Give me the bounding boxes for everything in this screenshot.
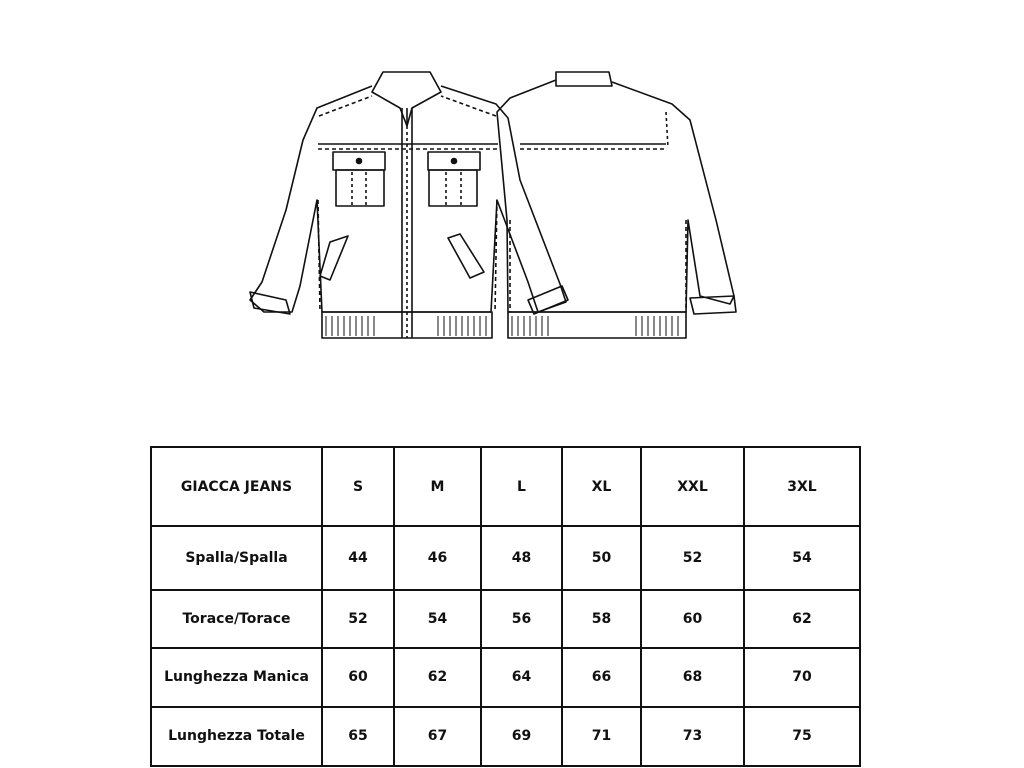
table-cell: 50 <box>562 526 641 589</box>
table-cell: 70 <box>744 648 860 706</box>
jacket-front-view <box>250 72 568 338</box>
table-cell: 52 <box>641 526 744 589</box>
table-row <box>151 526 860 589</box>
table-cell: 69 <box>481 707 562 766</box>
table-cell: 65 <box>322 707 394 766</box>
table-cell: 54 <box>394 590 481 648</box>
table-cell: 60 <box>641 590 744 648</box>
header-product-name: GIACCA JEANS <box>151 447 322 526</box>
row-label: Lunghezza Manica <box>151 648 322 706</box>
table-row <box>151 648 860 706</box>
table-cell: 66 <box>562 648 641 706</box>
table-cell: 52 <box>322 590 394 648</box>
table-cell: 44 <box>322 526 394 589</box>
table-cell: 68 <box>641 648 744 706</box>
header-size-s: S <box>322 447 394 526</box>
row-label: Torace/Torace <box>151 590 322 648</box>
table-cell: 60 <box>322 648 394 706</box>
header-size-l: L <box>481 447 562 526</box>
table-row <box>151 590 860 648</box>
size-chart-table <box>150 446 861 767</box>
table-cell: 67 <box>394 707 481 766</box>
table-cell: 46 <box>394 526 481 589</box>
jacket-illustration-icon <box>240 62 745 347</box>
header-size-m: M <box>394 447 481 526</box>
table-cell: 58 <box>562 590 641 648</box>
row-label: Lunghezza Totale <box>151 707 322 766</box>
table-cell: 48 <box>481 526 562 589</box>
header-size-xl: XL <box>562 447 641 526</box>
table-cell: 71 <box>562 707 641 766</box>
table-row <box>151 707 860 766</box>
table-cell: 75 <box>744 707 860 766</box>
table-cell: 56 <box>481 590 562 648</box>
row-label: Spalla/Spalla <box>151 526 322 589</box>
table-cell: 62 <box>394 648 481 706</box>
table-cell: 64 <box>481 648 562 706</box>
header-size-xxl: XXL <box>641 447 744 526</box>
table-cell: 73 <box>641 707 744 766</box>
header-size-3xl: 3XL <box>744 447 860 526</box>
table-cell: 62 <box>744 590 860 648</box>
table-cell: 54 <box>744 526 860 589</box>
table-header-row <box>151 447 860 526</box>
